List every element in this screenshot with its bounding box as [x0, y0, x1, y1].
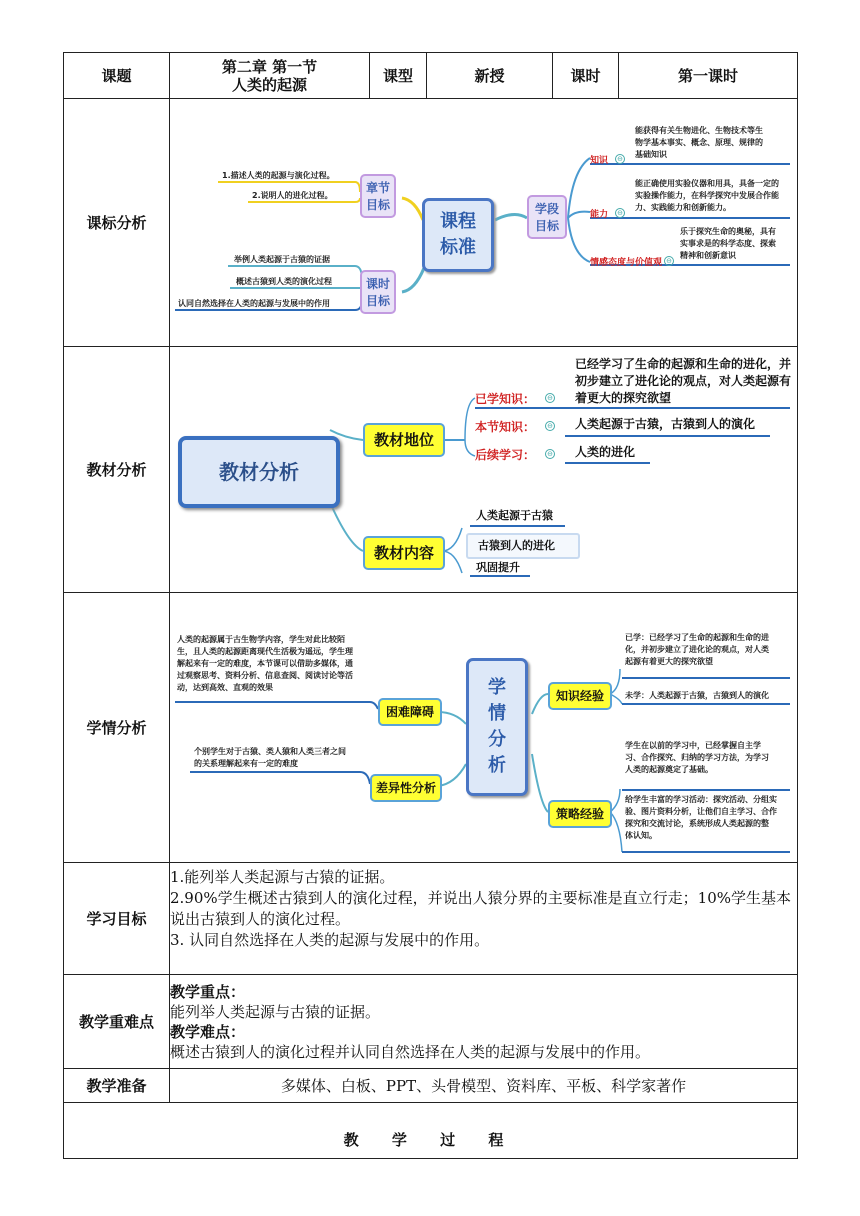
keypoints-label: 教学重难点	[64, 975, 170, 1069]
material-mindmap	[170, 348, 797, 592]
content-item-2: 古猿到人的进化	[466, 533, 580, 559]
period-goal-text-2: 目标	[365, 293, 390, 308]
stage-knowledge-line: 基础知识	[635, 149, 667, 159]
topic-value-line2: 人类的起源	[231, 75, 307, 94]
goal-item-2: 2.90%学生概述古猿到人的演化过程，并说出人猿分界的主要标准是直立行走；10%学生基本说出古猿到人的演化过程。	[170, 889, 791, 928]
goals-cell	[170, 863, 798, 975]
strategy-line: 习、合作探究、归纳的学习方法，为学习	[625, 752, 769, 762]
current-knowledge-text: 人类起源于古猿，古猿到人的演化	[575, 416, 756, 431]
difference-line: 的关系理解起来有一定的难度	[194, 758, 298, 768]
standard-mindmap	[170, 100, 797, 346]
knowledge-exp-node: 知识经验	[548, 682, 612, 710]
strategy-text-2	[625, 794, 777, 842]
material-label: 教材分析	[64, 347, 170, 593]
difficulty-line: 过观察思考、资料分析、信息查阅、阅读讨论等活	[177, 670, 353, 680]
strategy-text-1	[625, 740, 769, 776]
stage-attitude-line: 实事求是的科学态度、探索	[680, 238, 776, 248]
chapter-goal-text-1: 章节	[365, 180, 390, 195]
difference-text	[194, 746, 346, 770]
chapter-goal-node	[360, 174, 396, 218]
topic-value	[170, 53, 370, 99]
period-goal-text-1: 课时	[365, 276, 390, 291]
learner-center-char: 情	[488, 702, 506, 724]
strategy-line: 探究和交流讨论，系统形成人类起源的整	[625, 818, 769, 828]
learner-cell	[170, 593, 798, 863]
stage-knowledge-label: 知识	[590, 155, 609, 166]
standard-cell	[170, 99, 798, 347]
stage-goal-node	[527, 195, 567, 239]
stage-ability-line: 力、实践能力和创新能力。	[635, 202, 731, 212]
current-knowledge-label: 本节知识：	[475, 419, 536, 434]
difference-node: 差异性分析	[370, 774, 442, 802]
stage-knowledge-line: 物学基本事实、概念、原理、规律的	[635, 137, 763, 147]
material-content-node: 教材内容	[363, 536, 445, 570]
period-item-1: 举例人类起源于古猿的证据	[234, 254, 330, 264]
prep-label: 教学准备	[64, 1069, 170, 1103]
learner-center-char: 学	[488, 676, 506, 698]
material-center-node: 教材分析	[178, 436, 340, 508]
strategy-line: 学生在以前的学习中，已经掌握自主学	[625, 740, 761, 750]
difficulty-line: 解起来有一定的难度，本节课可以借助多媒体，通	[177, 658, 353, 668]
stage-attitude-line: 乐于探究生命的奥秘，具有	[680, 226, 776, 236]
period-item-3: 认同自然选择在人类的起源与发展中的作用	[178, 298, 330, 308]
prev-knowledge-line: 初步建立了进化论的观点，对人类起源有	[575, 373, 792, 388]
type-value: 新授	[427, 53, 553, 99]
material-position-node: 教材地位	[363, 423, 445, 457]
chapter-item-2: 2.说明人的进化过程。	[252, 190, 333, 200]
key-text: 能列举人类起源与古猿的证据。	[170, 1002, 381, 1021]
collapse-icon: ⊖	[545, 449, 555, 459]
goals-label: 学习目标	[64, 863, 170, 975]
learned-text	[625, 632, 769, 668]
difficult-title: 教学难点：	[170, 1022, 246, 1041]
learner-mindmap	[170, 594, 797, 862]
prev-knowledge-label: 已学知识：	[475, 391, 536, 406]
period-value: 第一课时	[619, 53, 798, 99]
strategy-line: 体认知。	[625, 830, 657, 840]
chapter-goal-text-2: 目标	[365, 197, 390, 212]
difficulty-text	[177, 634, 353, 694]
difficult-text: 概述古猿到人的演化过程并认同自然选择在人类的起源与发展中的作用。	[170, 1042, 651, 1061]
unlearned-text: 未学：人类起源于古猿，古猿到人的演化	[625, 690, 769, 700]
type-label: 课型	[370, 53, 427, 99]
collapse-icon: ⊖	[545, 421, 555, 431]
chapter-item-1: 1.描述人类的起源与演化过程。	[222, 170, 335, 180]
difficulty-line: 动，达到高效、直观的效果	[177, 682, 273, 692]
standard-label: 课标分析	[64, 99, 170, 347]
learner-label: 学情分析	[64, 593, 170, 863]
lesson-plan-table	[63, 52, 798, 1159]
difficulty-node: 困难障碍	[378, 698, 442, 726]
keypoints-cell	[170, 975, 798, 1069]
collapse-icon: ⊖	[615, 208, 625, 218]
content-item-3: 巩固提升	[476, 560, 520, 574]
stage-attitude-text	[680, 226, 776, 262]
difference-line: 个别学生对于古猿、类人猿和人类三者之间	[194, 746, 346, 756]
learner-center-char: 分	[488, 728, 506, 750]
process-title: 教 学 过 程	[64, 1103, 798, 1159]
standard-center-node	[422, 198, 494, 272]
prev-knowledge-text	[575, 356, 791, 407]
stage-attitude-line: 精神和创新意识	[680, 250, 736, 260]
collapse-icon: ⊖	[664, 256, 674, 266]
goal-item-3: 3. 认同自然选择在人类的起源与发展中的作用。	[170, 931, 490, 949]
period-item-2: 概述古猿到人类的演化过程	[236, 276, 332, 286]
next-knowledge-text: 人类的进化	[575, 444, 636, 459]
content-item-1: 人类起源于古猿	[476, 508, 553, 522]
next-knowledge-label: 后续学习：	[475, 447, 536, 462]
collapse-icon: ⊖	[545, 393, 555, 403]
standard-center-text-2: 标准	[440, 236, 476, 258]
prev-knowledge-line: 已经学习了生命的起源和生命的进化，并	[575, 356, 792, 371]
strategy-line: 人类的起源奠定了基础。	[625, 764, 713, 774]
prev-knowledge-line: 着更大的探究欲望	[575, 390, 672, 405]
stage-goal-text-2: 目标	[534, 218, 559, 233]
stage-ability-text	[635, 178, 779, 214]
strategy-line: 验、图片资料分析，让他们自主学习、合作	[625, 806, 777, 816]
strategy-line: 给学生丰富的学习活动：探究活动、分组实	[625, 794, 777, 804]
difficulty-line: 人类的起源属于古生物学内容，学生对此比较陌	[177, 634, 345, 644]
stage-knowledge-line: 能获得有关生物进化、生物技术等生	[635, 125, 763, 135]
prep-text: 多媒体、白板、PPT、头骨模型、资料库、平板、科学家著作	[170, 1069, 798, 1103]
topic-value-line1: 第二章 第一节	[221, 57, 318, 76]
stage-goal-text-1: 学段	[534, 201, 559, 216]
stage-ability-label: 能力	[590, 209, 609, 220]
collapse-icon: ⊖	[615, 154, 625, 164]
learner-center-char: 析	[488, 754, 506, 776]
topic-label: 课题	[64, 53, 170, 99]
period-goal-node	[360, 270, 396, 314]
period-label: 课时	[553, 53, 619, 99]
learned-line: 化，并初步建立了进化论的观点，对人类	[625, 644, 769, 654]
goal-item-1: 1.能列举人类起源与古猿的证据。	[170, 868, 395, 886]
material-cell	[170, 347, 798, 593]
stage-ability-line: 能正确使用实验仪器和用具，具备一定的	[635, 178, 779, 188]
learned-line: 起源有着更大的探究欲望	[625, 656, 713, 666]
stage-attitude-label: 情感态度与价值观	[590, 257, 663, 268]
key-title: 教学重点：	[170, 982, 246, 1001]
difficulty-line: 生，且人类的起源距离现代生活极为遥远，学生理	[177, 646, 353, 656]
learned-line: 已学：已经学习了生命的起源和生命的进	[625, 632, 769, 642]
stage-knowledge-text	[635, 125, 763, 161]
strategy-exp-node: 策略经验	[548, 800, 612, 828]
learner-center-node	[466, 658, 528, 796]
stage-ability-line: 实验操作能力，在科学探究中发展合作能	[635, 190, 779, 200]
standard-center-text-1: 课程	[440, 210, 476, 232]
